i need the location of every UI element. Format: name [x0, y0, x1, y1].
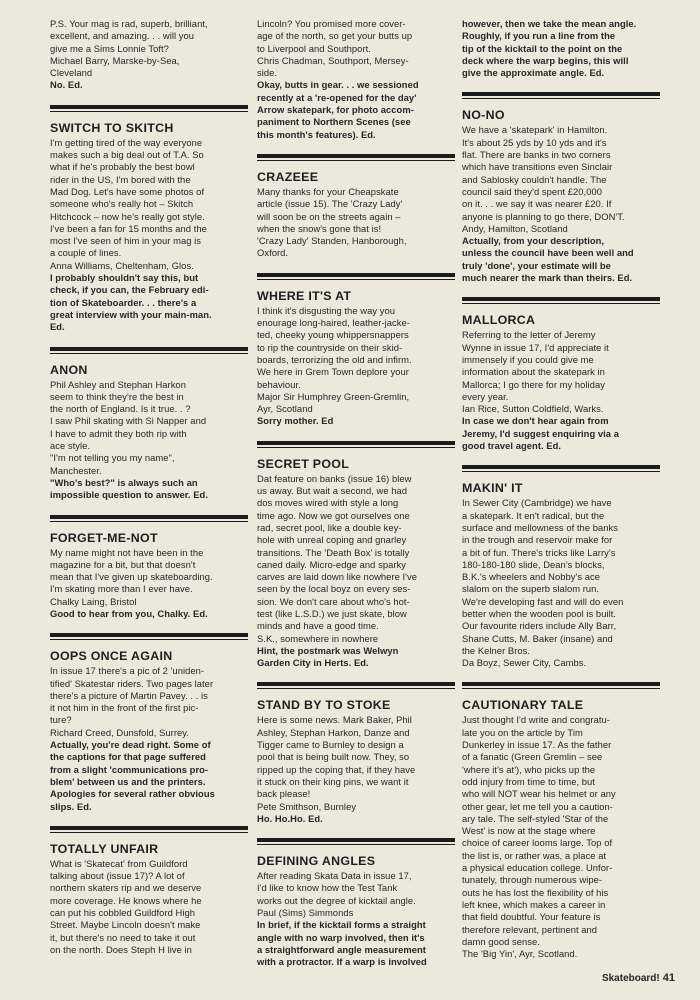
letter-line: can put his cobbled Guildford High — [50, 907, 196, 919]
letter-line: which have transitions even Sinclair — [462, 161, 613, 173]
letter-line: excellent, and amazing. . . will you — [50, 30, 195, 42]
magazine-name: Skateboard! — [601, 973, 660, 984]
letter-line: give me a Sims Lonnie Toft? — [50, 42, 169, 54]
editor-reply-line: Actually, you're dead right. Some of — [50, 739, 211, 751]
letter-heading: STAND BY TO STOKE — [257, 698, 391, 713]
letter-line: to rip the countryside on their skid- — [257, 341, 403, 353]
letter-heading: MAKIN' IT — [462, 481, 523, 496]
editor-reply-line: recently at a 're-opened for the day' — [257, 91, 417, 103]
letter-line: Wynne in issue 17, I'd appreciate it — [462, 341, 609, 353]
editor-reply-line: from a slight 'communications pro- — [50, 763, 209, 775]
letter-line: I've been a fan for 15 months and the — [50, 222, 207, 234]
letter-line: carves are laid down like nowhere I've — [257, 571, 418, 583]
letter-line: The 'Big Yin', Ayr, Scotland. — [462, 948, 578, 960]
letter-line: article (issue 15). The 'Crazy Lady' — [257, 198, 403, 210]
section-divider — [462, 682, 660, 686]
section-divider — [50, 826, 248, 830]
section-divider — [257, 154, 455, 158]
letter-line: Referring to the letter of Jeremy — [462, 329, 596, 341]
section-divider — [257, 682, 455, 686]
letter-line: Oxford. — [257, 247, 289, 259]
letter-line: Lincoln? You promised more cover- — [257, 18, 406, 29]
editor-reply-line: Apologies for several rather obvious — [50, 788, 215, 800]
letter-line: My name might not have been in the — [50, 546, 204, 558]
letter-line: the Kelner Bros. — [462, 644, 531, 656]
letter-line: to Liverpool and Southport. — [257, 42, 371, 54]
editor-reply-line: truly 'done', your estimate will be — [462, 259, 611, 271]
letter-stand-by-to-stoke — [257, 698, 455, 825]
section-divider — [257, 273, 455, 277]
letter-line: it, but there's no need to take it out — [50, 931, 196, 943]
letter-line: Anna Williams, Cheltenham, Glos. — [50, 259, 194, 271]
letter-line: when the snow's gone that is! — [257, 222, 382, 234]
letter-line: In issue 17 there's a pic of 2 'uniden- — [50, 665, 205, 677]
letter-line: it stuck on their king pins, we want it — [257, 775, 409, 787]
letter-heading: SWITCH TO SKITCH — [50, 120, 174, 135]
letter-line: Mad Dog. Let's have some photos of — [50, 185, 205, 197]
letter-secret-pool — [257, 457, 455, 670]
letter-line: northern skaters rip and we deserve — [50, 882, 202, 894]
letter-heading: MALLORCA — [462, 313, 536, 328]
editor-reply-line: Sorry mother. Ed — [257, 415, 334, 427]
letter-line: Ayr, Scotland — [257, 403, 313, 415]
letter-line: 'where it's at'), who picks up the — [462, 763, 596, 775]
letter-line: age of the north, so get your butts up — [257, 30, 413, 42]
letter-line: Many thanks for your Cheapskate — [257, 185, 399, 197]
letter-line: Hitchcock – now he's really got style. — [50, 210, 205, 222]
letter-line: the list is, or rather was, a place at — [462, 849, 607, 861]
editor-reply-line: impossible question to answer. Ed. — [50, 489, 208, 501]
letter-line: behaviour. — [257, 378, 301, 390]
letter-heading: SECRET POOL — [257, 456, 350, 471]
letter-line: In Sewer City (Cambridge) we have — [462, 497, 612, 509]
letter-line: slalom on the superb slalom run. — [462, 583, 600, 595]
letter-anon — [50, 363, 248, 502]
letter-line: a physical education college. Unfor- — [462, 862, 613, 874]
letter-line: of a fanatic (Green Gremlin – see — [462, 751, 603, 763]
letter-line: on it. . . we say it was nearer £20. If — [462, 198, 612, 210]
letter-line: Manchester. — [50, 464, 102, 476]
editor-reply-line: paniment to Northern Scenes (see — [257, 116, 411, 128]
letter-line: flat. There are banks in two corners — [462, 149, 611, 161]
letter-line: time ago. Now we got ourselves one — [257, 509, 410, 521]
letter-line: ripped up the coping that, if they have — [257, 763, 416, 775]
letter-heading: TOTALLY UNFAIR — [50, 841, 159, 856]
editor-reply-line: a straightforward angle measurement — [257, 943, 426, 955]
letter-heading: CRAZEEE — [257, 169, 319, 184]
letter-line: information about the skatepark in — [462, 366, 605, 378]
editor-reply-line: Good to hear from you, Chalky. Ed. — [50, 607, 208, 619]
letter-line: immensely if you could give me — [462, 353, 594, 365]
editor-reply-line: Okay, butts in gear. . . we sessioned — [257, 79, 419, 91]
editor-reply-line: however, then we take the mean angle. — [462, 18, 637, 29]
editor-reply-line: Ed. — [50, 321, 65, 333]
letter-defining-angles — [257, 854, 455, 968]
letter-line: Chalky Laing, Bristol — [50, 595, 137, 607]
letter-line: I'm getting tired of the way everyone — [50, 136, 203, 148]
letter-line: damn good sense. — [462, 935, 540, 947]
letter-heading: FORGET-ME-NOT — [50, 530, 158, 545]
editor-reply-line: In brief, if the kicktail forms a straight — [257, 919, 426, 931]
editor-reply-line: much nearer the mark than theirs. Ed. — [462, 272, 633, 284]
letter-line: boards, terrorizing the old and infirm. — [257, 353, 412, 365]
letter-line: I have to admit they both rip with — [50, 427, 187, 439]
letter-line: anyone is planning to go there, DON'T. — [462, 210, 625, 222]
letter-line: We're developing fast and will do even — [462, 595, 624, 607]
letter-line: Da Boyz, Sewer City, Cambs. — [462, 657, 587, 669]
letter-line: West' is now at the stage where — [462, 825, 596, 837]
letter-line: We have a 'skatepark' in Hamilton. — [462, 124, 608, 136]
letter-line: hole with unreal coping and gnarley — [257, 534, 407, 546]
editor-reply-line: slips. Ed. — [50, 800, 92, 812]
letter-line: Andy, Hamilton, Scotland — [462, 222, 568, 234]
letter-line: ace style. — [50, 440, 91, 452]
letter-line: enourage long-haired, leather-jacke- — [257, 317, 410, 329]
editor-reply-line: Arrow skatepark, for photo accom- — [257, 104, 414, 116]
editor-reply-line: Garden City in Herts. Ed. — [257, 657, 369, 669]
column-3 — [462, 18, 660, 960]
letter-line: Here is some news. Mark Baker, Phil — [257, 714, 412, 726]
editor-reply-line: In case we don't hear again from — [462, 415, 609, 427]
letter-line: Mallorca; I go there for my holiday — [462, 378, 605, 390]
letter-cautionary-tale — [462, 698, 660, 960]
letter-line: Paul (Sims) Simmonds — [257, 907, 354, 919]
letter-line: transitions. The 'Death Box' is totally — [257, 546, 410, 558]
editor-reply-line: Actually, from your description, — [462, 235, 605, 247]
editor-reply-line: angle with no warp involved, then it's — [257, 931, 425, 943]
letter-line: other gear, let me tell you a caution- — [462, 800, 613, 812]
letter-line: Ashley, Stephan Harkon, Danze and — [257, 726, 410, 738]
letter-line: ture? — [50, 714, 72, 726]
letter-toft — [50, 18, 248, 92]
letter-line: us away. But wait a second, we had — [257, 485, 408, 497]
letter-line: better when the wooden pool is built. — [462, 607, 617, 619]
letter-line: minds and have a good time. — [257, 620, 379, 632]
letter-makin-it — [462, 481, 660, 669]
section-divider — [257, 441, 455, 445]
letter-line: outs he has lost the flexibility of his — [462, 886, 609, 898]
letter-line: Cleveland — [50, 67, 93, 79]
letter-line: works out the degree of kicktail angle. — [257, 894, 416, 906]
letter-line: Shane Cutts, M. Baker (insane) and — [462, 632, 613, 644]
editor-reply-line: unless the council have been well and — [462, 247, 634, 259]
editor-reply-line: Hint, the postmark was Welwyn — [257, 644, 399, 656]
letter-line: I saw Phil skating with Si Napper and — [50, 415, 207, 427]
letter-heading: ANON — [50, 362, 88, 377]
letter-line: Major Sir Humphrey Green-Gremlin, — [257, 390, 410, 402]
letter-line: late you on the article by Tim — [462, 726, 583, 738]
letter-line: back please! — [257, 788, 311, 800]
letter-line: Dunkerley in issue 17. As the father — [462, 739, 612, 751]
section-divider — [257, 838, 455, 842]
letter-totally-unfair — [50, 842, 248, 956]
editor-reply-line: I probably shouldn't say this, but — [50, 272, 199, 284]
letter-line: on the north. Does Steph H live in — [50, 943, 192, 955]
letter-line: Dat feature on banks (issue 16) blew — [257, 472, 412, 484]
editor-reply-line: blem' between us and the printers. — [50, 775, 206, 787]
letter-line: that field doubtful. Your feature is — [462, 911, 601, 923]
letter-line: Just thought I'd write and congratu- — [462, 714, 610, 726]
letter-heading: NO-NO — [462, 108, 505, 123]
letter-line: in the trough and reservoir make for — [462, 534, 613, 546]
letter-line: Phil Ashley and Stephan Harkon — [50, 378, 186, 390]
letter-line: it not him in the front of the first pic- — [50, 702, 199, 714]
editor-reply-line: Ho. Ho.Ho. Ed. — [257, 812, 323, 824]
letter-line: "I'm not telling you my name", — [50, 452, 175, 464]
letter-oops-once-again — [50, 649, 248, 813]
letter-line: It's about 25 yds by 10 yds and it's — [462, 136, 607, 148]
letter-line: council said they'd spent £20,000 — [462, 185, 602, 197]
letter-heading: OOPS ONCE AGAIN — [50, 649, 173, 664]
editor-reply-line: Jeremy, I'd suggest enquiring via a — [462, 427, 619, 439]
section-divider — [50, 515, 248, 519]
letter-switch-to-skitch — [50, 121, 248, 334]
letter-line: ary tale. The self-styled 'Star of the — [462, 812, 609, 824]
letter-line: Our favourite riders include Ally Barr, — [462, 620, 617, 632]
section-divider — [50, 105, 248, 109]
letter-forget-me-not — [50, 531, 248, 621]
letter-line: magazine for a bit, but that doesn't — [50, 558, 196, 570]
letter-line: tunately, through numerous wipe- — [462, 874, 603, 886]
letter-line: Michael Barry, Marske-by-Sea, — [50, 54, 180, 66]
letter-line: P.S. Your mag is rad, superb, brilliant, — [50, 18, 208, 29]
letter-heading: CAUTIONARY TALE — [462, 698, 584, 713]
letter-line: side. — [257, 67, 278, 79]
letter-line: test (like L.S.D.) we just skate, blow — [257, 607, 407, 619]
letter-line: rad, secret pool, like a double key- — [257, 521, 402, 533]
letter-line: ted, cheeky young whippersnappers — [257, 329, 409, 341]
letter-angles-continued — [462, 18, 660, 79]
letter-line: S.K., somewhere in nowhere — [257, 632, 379, 644]
letter-line: Richard Creed, Dunsfold, Surrey. — [50, 726, 189, 738]
letter-line: I'm skating more than I ever have. — [50, 583, 193, 595]
letter-line: I'd like to know how the Test Tank — [257, 882, 398, 894]
editor-reply-line: with a protractor. If a warp is involved — [257, 956, 427, 968]
letter-line: 180-180-180 slide, Dean's blocks, — [462, 558, 605, 570]
editor-reply-line: tip of the kicktail to the point on the — [462, 42, 623, 54]
letter-line: B.K.'s wheelers and Nobby's ace — [462, 571, 601, 583]
letter-line: Pete Smithson, Burnley — [257, 800, 357, 812]
editor-reply-line: good travel agent. Ed. — [462, 440, 562, 452]
column-2 — [257, 18, 455, 969]
letter-line: choice of career looms large. Top of — [462, 837, 613, 849]
page-number: 41 — [662, 972, 675, 984]
letter-heading: DEFINING ANGLES — [257, 854, 376, 869]
section-divider — [50, 347, 248, 351]
letter-line: rider in the US, I'm bored with the — [50, 173, 191, 185]
letter-line: left knee, which makes a career in — [462, 898, 606, 910]
letter-line: what if he's probably the best bowl — [50, 161, 195, 173]
letter-line: surface and mellowness of the banks — [462, 521, 619, 533]
letter-line: What is 'Skatecat' from Guildford — [50, 857, 188, 869]
letter-line: I think it's disgusting the way you — [257, 304, 395, 316]
letter-line: Tigger came to Burnley to design a — [257, 739, 404, 751]
letter-line: someone who's really hot – Skitch — [50, 198, 194, 210]
letter-line: every year. — [462, 390, 509, 402]
letter-line: a bit of fun. There's tricks like Larry's — [462, 546, 616, 558]
letter-line: most I've seen of him in your mag is — [50, 235, 202, 247]
letter-line: Ian Rice, Sutton Coldfield, Warks. — [462, 403, 604, 415]
letter-where-its-at — [257, 289, 455, 428]
letter-line: pool that is being built now. They, so — [257, 751, 410, 763]
editor-reply-line: deck where the warp begins, this will — [462, 54, 629, 66]
editor-reply-line: No. Ed. — [50, 79, 83, 91]
letter-line: 'Crazy Lady' Standen, Hanborough, — [257, 235, 407, 247]
section-divider — [462, 465, 660, 469]
letter-line: mean that I've given up skateboarding. — [50, 571, 213, 583]
letter-line: a couple of lines. — [50, 247, 122, 259]
letter-line: will soon be on the streets again – — [257, 210, 401, 222]
letter-line: therefore relevant, pertinent and — [462, 923, 598, 935]
letter-line: a skatepark. It en't radical, but the — [462, 509, 605, 521]
editor-reply-line: "Who's best?" is always such an — [50, 476, 198, 488]
letter-line: Chris Chadman, Southport, Mersey- — [257, 54, 409, 66]
letter-line: there's a picture of Martin Pavey. . . is — [50, 689, 208, 701]
letter-line: odd injury from time to time, but — [462, 775, 595, 787]
editor-reply-line: great interview with your main-man. — [50, 308, 212, 320]
column-1 — [50, 18, 248, 956]
editor-reply-line: check, if you can, the February edi- — [50, 284, 209, 296]
editor-reply-line: give the approximate angle. Ed. — [462, 67, 605, 79]
letter-line: sion. We don't care about who's hot- — [257, 595, 410, 607]
editor-reply-line: tion of Skateboarder. . . there's a — [50, 296, 197, 308]
letter-line: We here in Grem Town deplore your — [257, 366, 409, 378]
letter-line: the north of England. Is it true. . ? — [50, 403, 191, 415]
letter-line: more coverage. He knows where he — [50, 894, 202, 906]
letter-crazeee — [257, 170, 455, 260]
letter-heading: WHERE IT'S AT — [257, 288, 352, 303]
editor-reply-line: the captions for that page suffered — [50, 751, 206, 763]
section-divider — [462, 92, 660, 96]
letter-line: seen by the local boyz on every ses- — [257, 583, 411, 595]
editor-reply-line: this month's features). Ed. — [257, 128, 376, 140]
letter-lincoln-continued — [257, 18, 455, 141]
letter-line: Street. Maybe Lincoln doesn't make — [50, 919, 201, 931]
letter-line: makes such a big deal out of T.A. So — [50, 149, 204, 161]
letter-line: who will NOT wear his helmet or any — [462, 788, 616, 800]
letter-line: seem to think they're the best in — [50, 390, 184, 402]
letter-line: tified' Skatestar riders. Two pages later — [50, 677, 214, 689]
letter-line: After reading Skata Data in issue 17, — [257, 870, 412, 882]
letter-line: and Sablosky couldn't handle. The — [462, 173, 607, 185]
section-divider — [462, 297, 660, 301]
letter-line: dos moves wired with style a long — [257, 497, 399, 509]
letter-no-no — [462, 108, 660, 284]
letter-line: caned daily. Micro-edge and sparky — [257, 558, 406, 570]
page-footer — [602, 972, 675, 984]
section-divider — [50, 633, 248, 637]
editor-reply-line: Roughly, if you run a line from the — [462, 30, 616, 42]
letter-line: talking about (issue 17)? A lot of — [50, 870, 185, 882]
letter-mallorca — [462, 313, 660, 452]
